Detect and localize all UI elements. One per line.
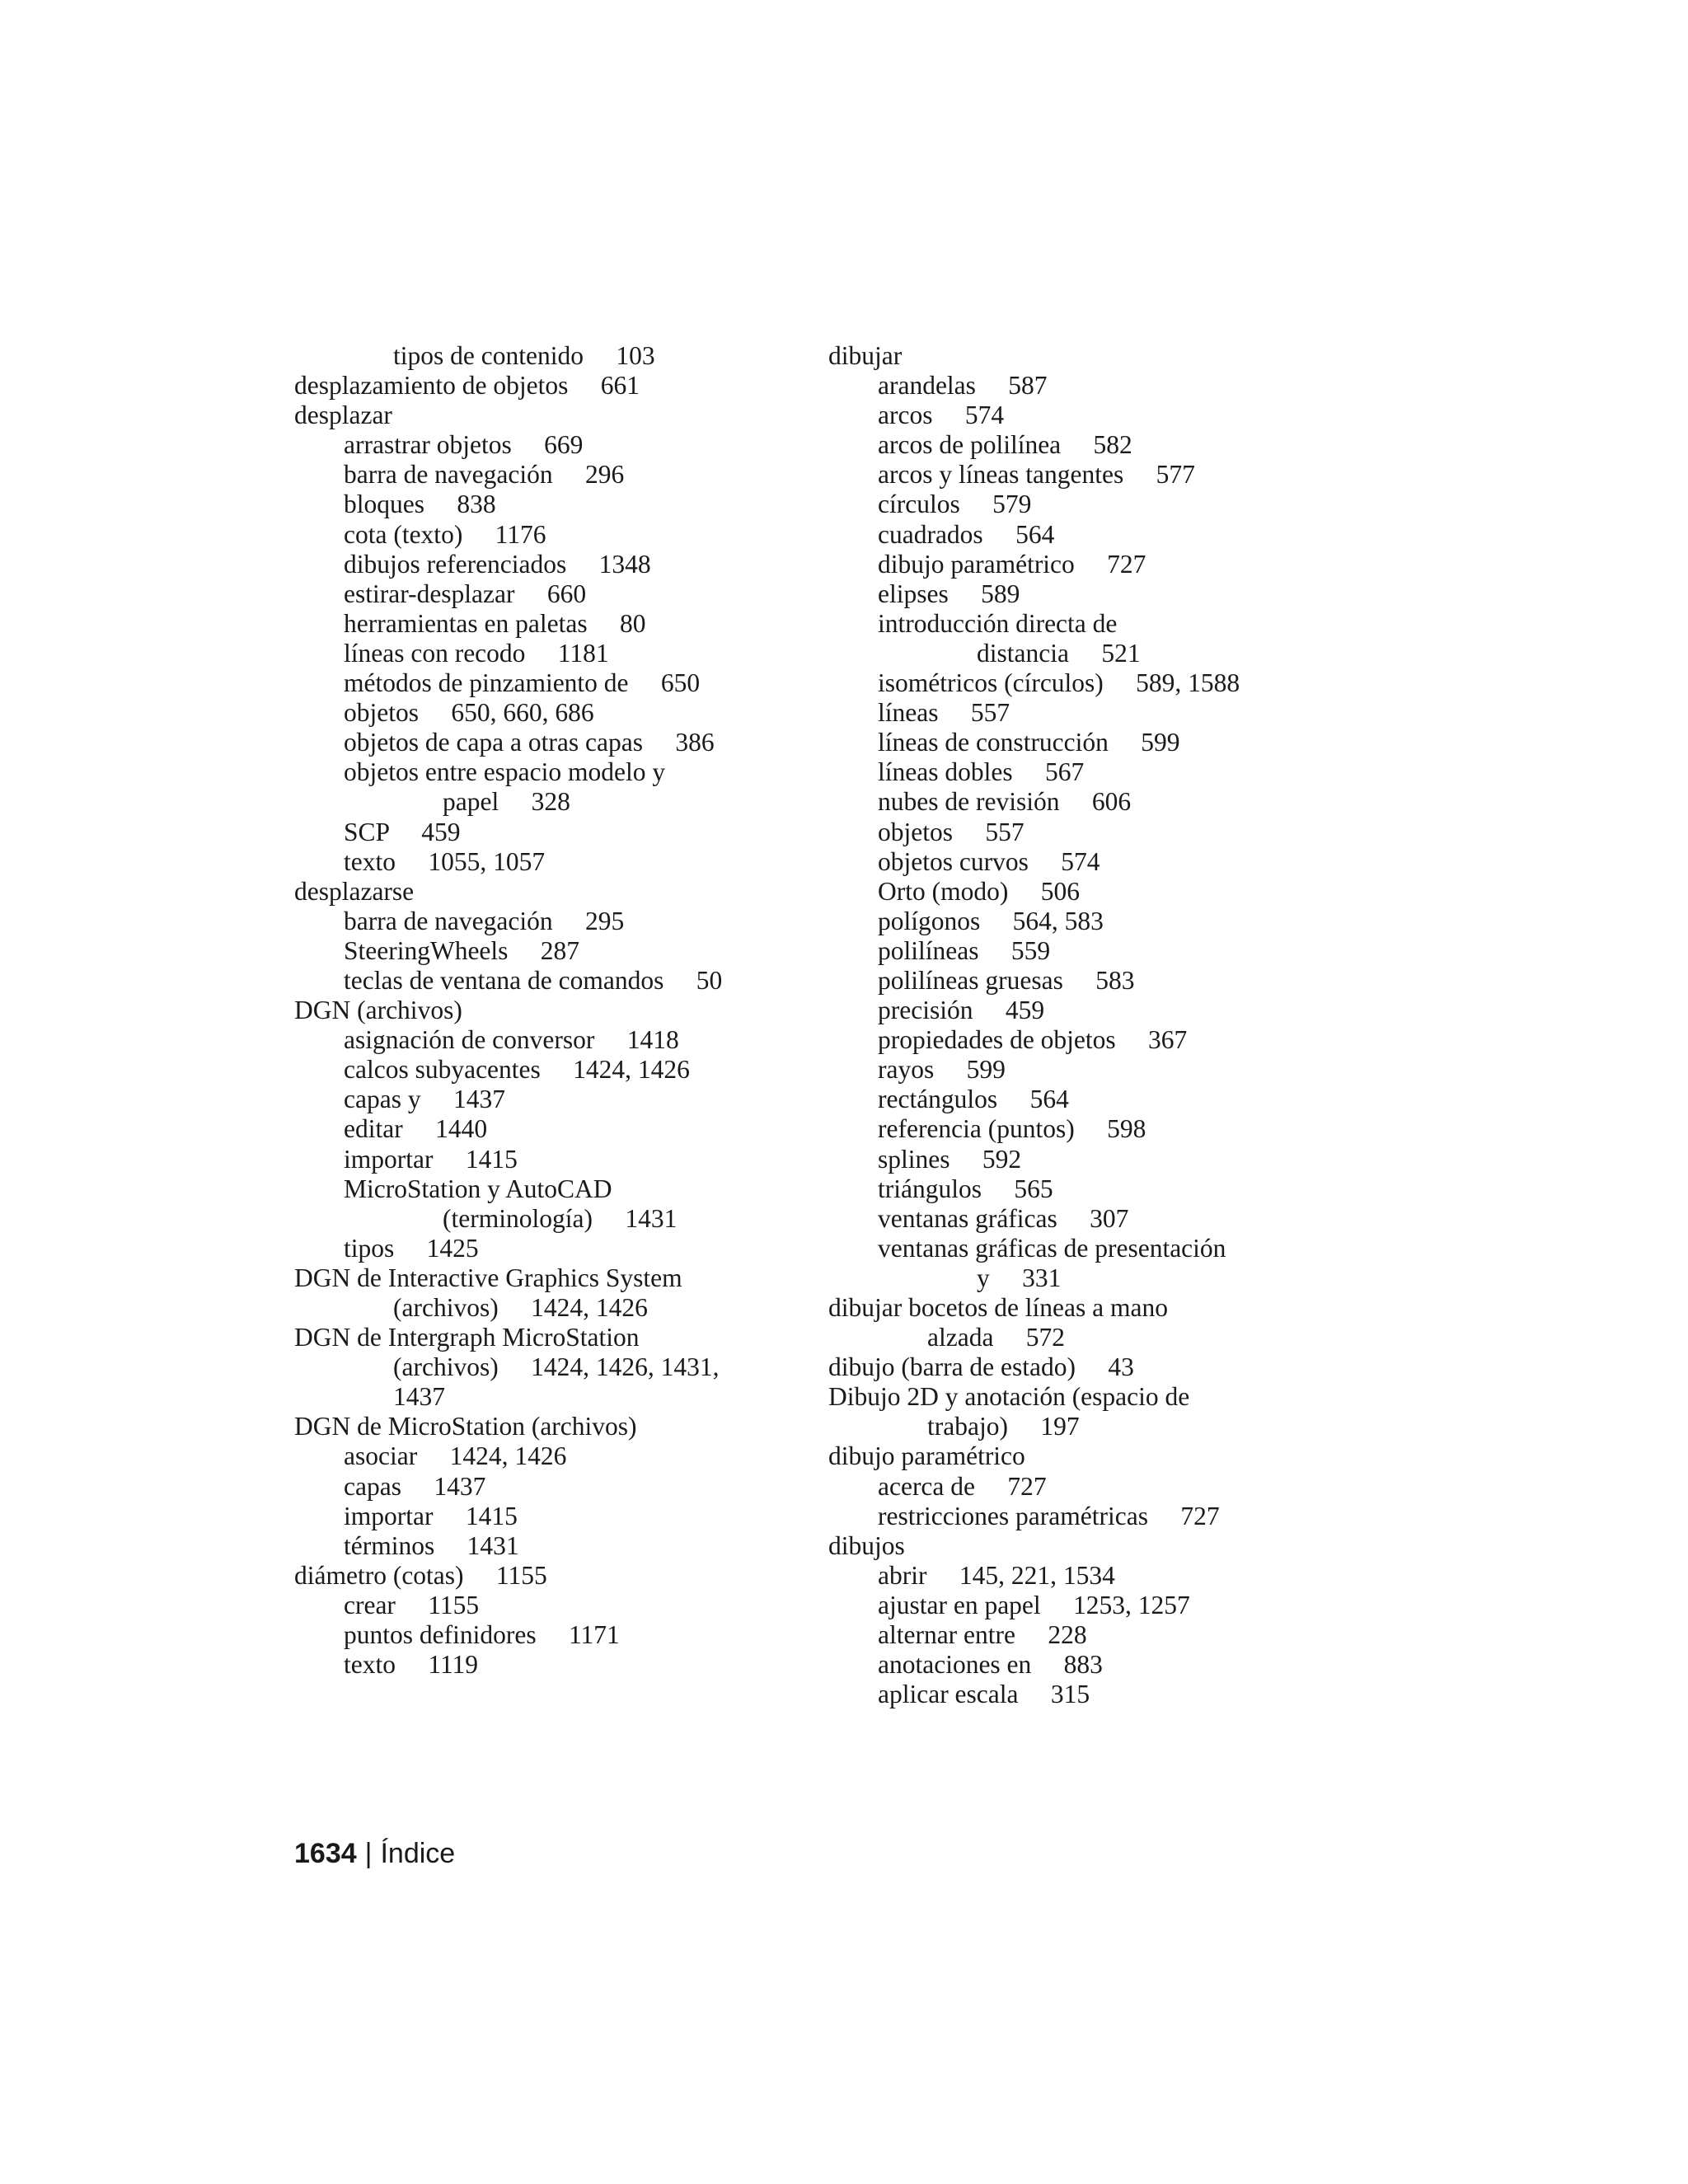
index-entry: diámetro (cotas) 1155	[294, 1560, 547, 1590]
index-subentry: cuadrados 564	[878, 519, 1055, 549]
index-subentry: líneas de construcción 599	[878, 728, 1180, 757]
index-subentry: arcos de polilínea 582	[878, 430, 1132, 460]
index-entry: DGN (archivos)	[294, 996, 462, 1025]
index-subentry: distancia 521	[977, 638, 1141, 668]
footer-separator: |	[364, 1838, 373, 1869]
index-subentry: triángulos 565	[878, 1174, 1053, 1203]
index-subentry: ventanas gráficas 307	[878, 1203, 1129, 1233]
index-subentry: splines 592	[878, 1144, 1022, 1174]
index-entry: DGN de Intergraph MicroStation	[294, 1323, 640, 1352]
page-number: 1634	[294, 1838, 357, 1869]
index-entry: Dibujo 2D y anotación (espacio de	[828, 1382, 1190, 1412]
index-column-left	[294, 341, 822, 1680]
index-subentry: capas 1437	[344, 1471, 486, 1501]
index-subentry: puntos definidores 1171	[344, 1620, 620, 1650]
index-subentry: editar 1440	[344, 1114, 488, 1144]
index-subentry: asociar 1424, 1426	[344, 1441, 567, 1471]
index-subentry: isométricos (círculos) 589, 1588	[878, 668, 1240, 698]
index-entry: desplazamiento de objetos 661	[294, 371, 640, 401]
index-subentry: abrir 145, 221, 1534	[878, 1560, 1115, 1590]
index-entry: dibujos	[828, 1530, 905, 1560]
index-subentry: tipos de contenido 103	[393, 341, 655, 370]
index-subentry: texto 1119	[344, 1650, 479, 1680]
index-subentry: (archivos) 1424, 1426, 1431,	[393, 1352, 720, 1382]
index-subentry: polilíneas gruesas 583	[878, 965, 1135, 995]
index-entry: dibujar bocetos de líneas a mano	[828, 1293, 1168, 1322]
index-entry: dibujo paramétrico	[828, 1441, 1025, 1471]
index-subentry: precisión 459	[878, 996, 1045, 1025]
index-subentry: arcos 574	[878, 401, 1005, 430]
index-entry: DGN de Interactive Graphics System	[294, 1263, 682, 1292]
index-subentry: términos 1431	[344, 1530, 519, 1560]
index-subentry: estirar-desplazar 660	[344, 579, 587, 608]
index-subentry: introducción directa de	[878, 608, 1118, 638]
index-subentry: calcos subyacentes 1424, 1426	[344, 1055, 690, 1085]
index-subentry: anotaciones en 883	[878, 1650, 1103, 1680]
index-subentry: líneas 557	[878, 698, 1010, 728]
index-subentry: cota (texto) 1176	[344, 519, 546, 549]
index-subentry: teclas de ventana de comandos 50	[344, 965, 723, 995]
index-subentry: objetos curvos 574	[878, 846, 1100, 876]
index-subentry: aplicar escala 315	[878, 1680, 1090, 1709]
index-subentry: arandelas 587	[878, 371, 1048, 401]
index-subentry: dibujos referenciados 1348	[344, 549, 651, 579]
index-subentry: ventanas gráficas de presentación	[878, 1233, 1226, 1263]
index-subentry: círculos 579	[878, 490, 1032, 519]
index-subentry: dibujo paramétrico 727	[878, 549, 1146, 579]
index-subentry: texto 1055, 1057	[344, 846, 546, 876]
index-subentry: bloques 838	[344, 490, 496, 519]
index-subentry: (archivos) 1424, 1426	[393, 1293, 648, 1322]
index-subentry: MicroStation y AutoCAD	[344, 1174, 612, 1203]
index-entry: DGN de MicroStation (archivos)	[294, 1412, 637, 1441]
section-title: Índice	[380, 1838, 456, 1869]
index-subentry: SCP 459	[344, 817, 461, 846]
index-subentry: capas y 1437	[344, 1085, 505, 1114]
index-subentry: SteeringWheels 287	[344, 935, 580, 965]
index-subentry: 1437	[393, 1382, 445, 1412]
index-subentry: herramientas en paletas 80	[344, 608, 646, 638]
index-subentry: barra de navegación 296	[344, 460, 625, 490]
index-subentry: ajustar en papel 1253, 1257	[878, 1590, 1190, 1619]
index-subentry: alzada 572	[927, 1323, 1066, 1352]
index-subentry: trabajo) 197	[927, 1412, 1080, 1441]
index-subentry: objetos entre espacio modelo y	[344, 757, 666, 787]
page-footer	[294, 1837, 455, 1870]
index-subentry: objetos 650, 660, 686	[344, 698, 594, 728]
index-subentry: objetos de capa a otras capas 386	[344, 728, 715, 757]
index-subentry: arcos y líneas tangentes 577	[878, 460, 1195, 490]
index-subentry: rayos 599	[878, 1055, 1006, 1085]
index-subentry: importar 1415	[344, 1501, 518, 1530]
index-entry: dibujar	[828, 341, 903, 370]
index-subentry: polilíneas 559	[878, 935, 1051, 965]
index-subentry: rectángulos 564	[878, 1085, 1069, 1114]
index-column-right	[828, 341, 1356, 1709]
index-subentry: (terminología) 1431	[443, 1203, 678, 1233]
index-subentry: propiedades de objetos 367	[878, 1025, 1188, 1055]
index-entry: desplazarse	[294, 876, 415, 906]
index-entry: dibujo (barra de estado) 43	[828, 1352, 1134, 1382]
index-subentry: referencia (puntos) 598	[878, 1114, 1146, 1144]
index-subentry: Orto (modo) 506	[878, 876, 1080, 906]
index-entry: desplazar	[294, 401, 392, 430]
index-subentry: líneas con recodo 1181	[344, 638, 609, 668]
index-subentry: objetos 557	[878, 817, 1025, 846]
index-subentry: y 331	[977, 1263, 1062, 1292]
index-subentry: asignación de conversor 1418	[344, 1025, 679, 1055]
index-subentry: alternar entre 228	[878, 1620, 1087, 1650]
index-subentry: arrastrar objetos 669	[344, 430, 584, 460]
index-subentry: nubes de revisión 606	[878, 787, 1132, 817]
index-subentry: restricciones paramétricas 727	[878, 1501, 1220, 1530]
index-subentry: acerca de 727	[878, 1471, 1047, 1501]
index-subentry: líneas dobles 567	[878, 757, 1085, 787]
index-subentry: barra de navegación 295	[344, 906, 625, 935]
index-subentry: métodos de pinzamiento de 650	[344, 668, 701, 698]
index-subentry: papel 328	[443, 787, 570, 817]
index-subentry: tipos 1425	[344, 1233, 479, 1263]
index-subentry: crear 1155	[344, 1590, 480, 1619]
index-subentry: elipses 589	[878, 579, 1020, 608]
index-subentry: polígonos 564, 583	[878, 906, 1104, 935]
index-subentry: importar 1415	[344, 1144, 518, 1174]
